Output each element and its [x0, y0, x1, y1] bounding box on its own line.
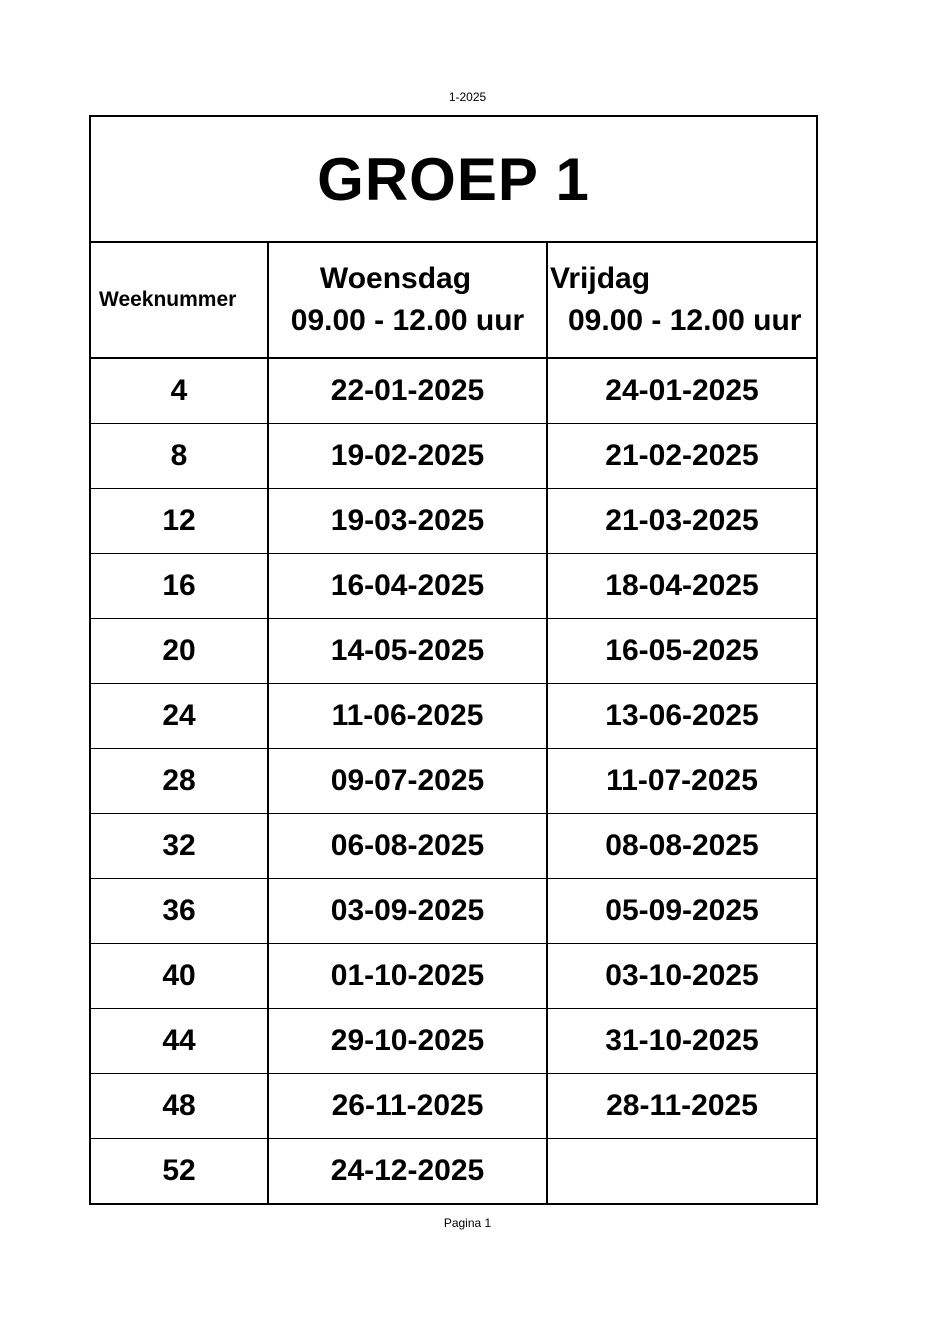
table-row: [90, 358, 817, 424]
wednesday-date-cell: 03-09-2025: [268, 879, 547, 944]
friday-date-cell: 31-10-2025: [547, 1009, 817, 1074]
wednesday-date-cell: 22-01-2025: [268, 358, 547, 424]
friday-date-cell: 21-03-2025: [547, 489, 817, 554]
table-row: [90, 554, 817, 619]
week-cell: 12: [90, 489, 268, 554]
wednesday-date-cell: 29-10-2025: [268, 1009, 547, 1074]
wednesday-date-cell: 01-10-2025: [268, 944, 547, 1009]
friday-date-cell: 13-06-2025: [547, 684, 817, 749]
page-header: 1-2025: [448, 90, 487, 104]
header-week-number: Weeknummer: [90, 242, 268, 358]
header-friday-time: 09.00 - 12.00 uur: [568, 304, 802, 337]
table-row: [90, 619, 817, 684]
week-cell: 44: [90, 1009, 268, 1074]
title-row: [90, 116, 817, 242]
week-cell: 24: [90, 684, 268, 749]
wednesday-date-cell: 19-03-2025: [268, 489, 547, 554]
table-row: [90, 749, 817, 814]
header-wednesday-day: Woensdag: [319, 262, 472, 295]
table-row: [90, 814, 817, 879]
week-cell: 32: [90, 814, 268, 879]
table-row: [90, 424, 817, 489]
week-cell: 4: [90, 358, 268, 424]
header-friday-day: Vrijdag: [550, 262, 651, 295]
table-row: [90, 684, 817, 749]
friday-date-cell: [547, 1139, 817, 1205]
wednesday-date-cell: 19-02-2025: [268, 424, 547, 489]
table-row: [90, 1139, 817, 1205]
wednesday-date-cell: 26-11-2025: [268, 1074, 547, 1139]
table-row: [90, 879, 817, 944]
week-cell: 40: [90, 944, 268, 1009]
group-title: GROEP 1: [90, 116, 817, 242]
header-friday: [547, 242, 817, 358]
week-cell: 28: [90, 749, 268, 814]
header-wednesday: [268, 242, 547, 358]
column-header-row: [90, 242, 817, 358]
schedule-table: [89, 115, 818, 1205]
wednesday-date-cell: 11-06-2025: [268, 684, 547, 749]
week-cell: 16: [90, 554, 268, 619]
page-footer: Pagina 1: [443, 1216, 492, 1230]
week-cell: 8: [90, 424, 268, 489]
table-row: [90, 1074, 817, 1139]
table-row: [90, 1009, 817, 1074]
week-cell: 20: [90, 619, 268, 684]
friday-date-cell: 11-07-2025: [547, 749, 817, 814]
header-wednesday-time: 09.00 - 12.00 uur: [290, 304, 525, 337]
week-cell: 48: [90, 1074, 268, 1139]
friday-date-cell: 16-05-2025: [547, 619, 817, 684]
friday-date-cell: 18-04-2025: [547, 554, 817, 619]
wednesday-date-cell: 14-05-2025: [268, 619, 547, 684]
friday-date-cell: 21-02-2025: [547, 424, 817, 489]
friday-date-cell: 05-09-2025: [547, 879, 817, 944]
table-row: [90, 489, 817, 554]
friday-date-cell: 08-08-2025: [547, 814, 817, 879]
wednesday-date-cell: 09-07-2025: [268, 749, 547, 814]
wednesday-date-cell: 06-08-2025: [268, 814, 547, 879]
wednesday-date-cell: 16-04-2025: [268, 554, 547, 619]
friday-date-cell: 03-10-2025: [547, 944, 817, 1009]
friday-date-cell: 24-01-2025: [547, 358, 817, 424]
week-cell: 36: [90, 879, 268, 944]
table-row: [90, 944, 817, 1009]
week-cell: 52: [90, 1139, 268, 1205]
wednesday-date-cell: 24-12-2025: [268, 1139, 547, 1205]
friday-date-cell: 28-11-2025: [547, 1074, 817, 1139]
